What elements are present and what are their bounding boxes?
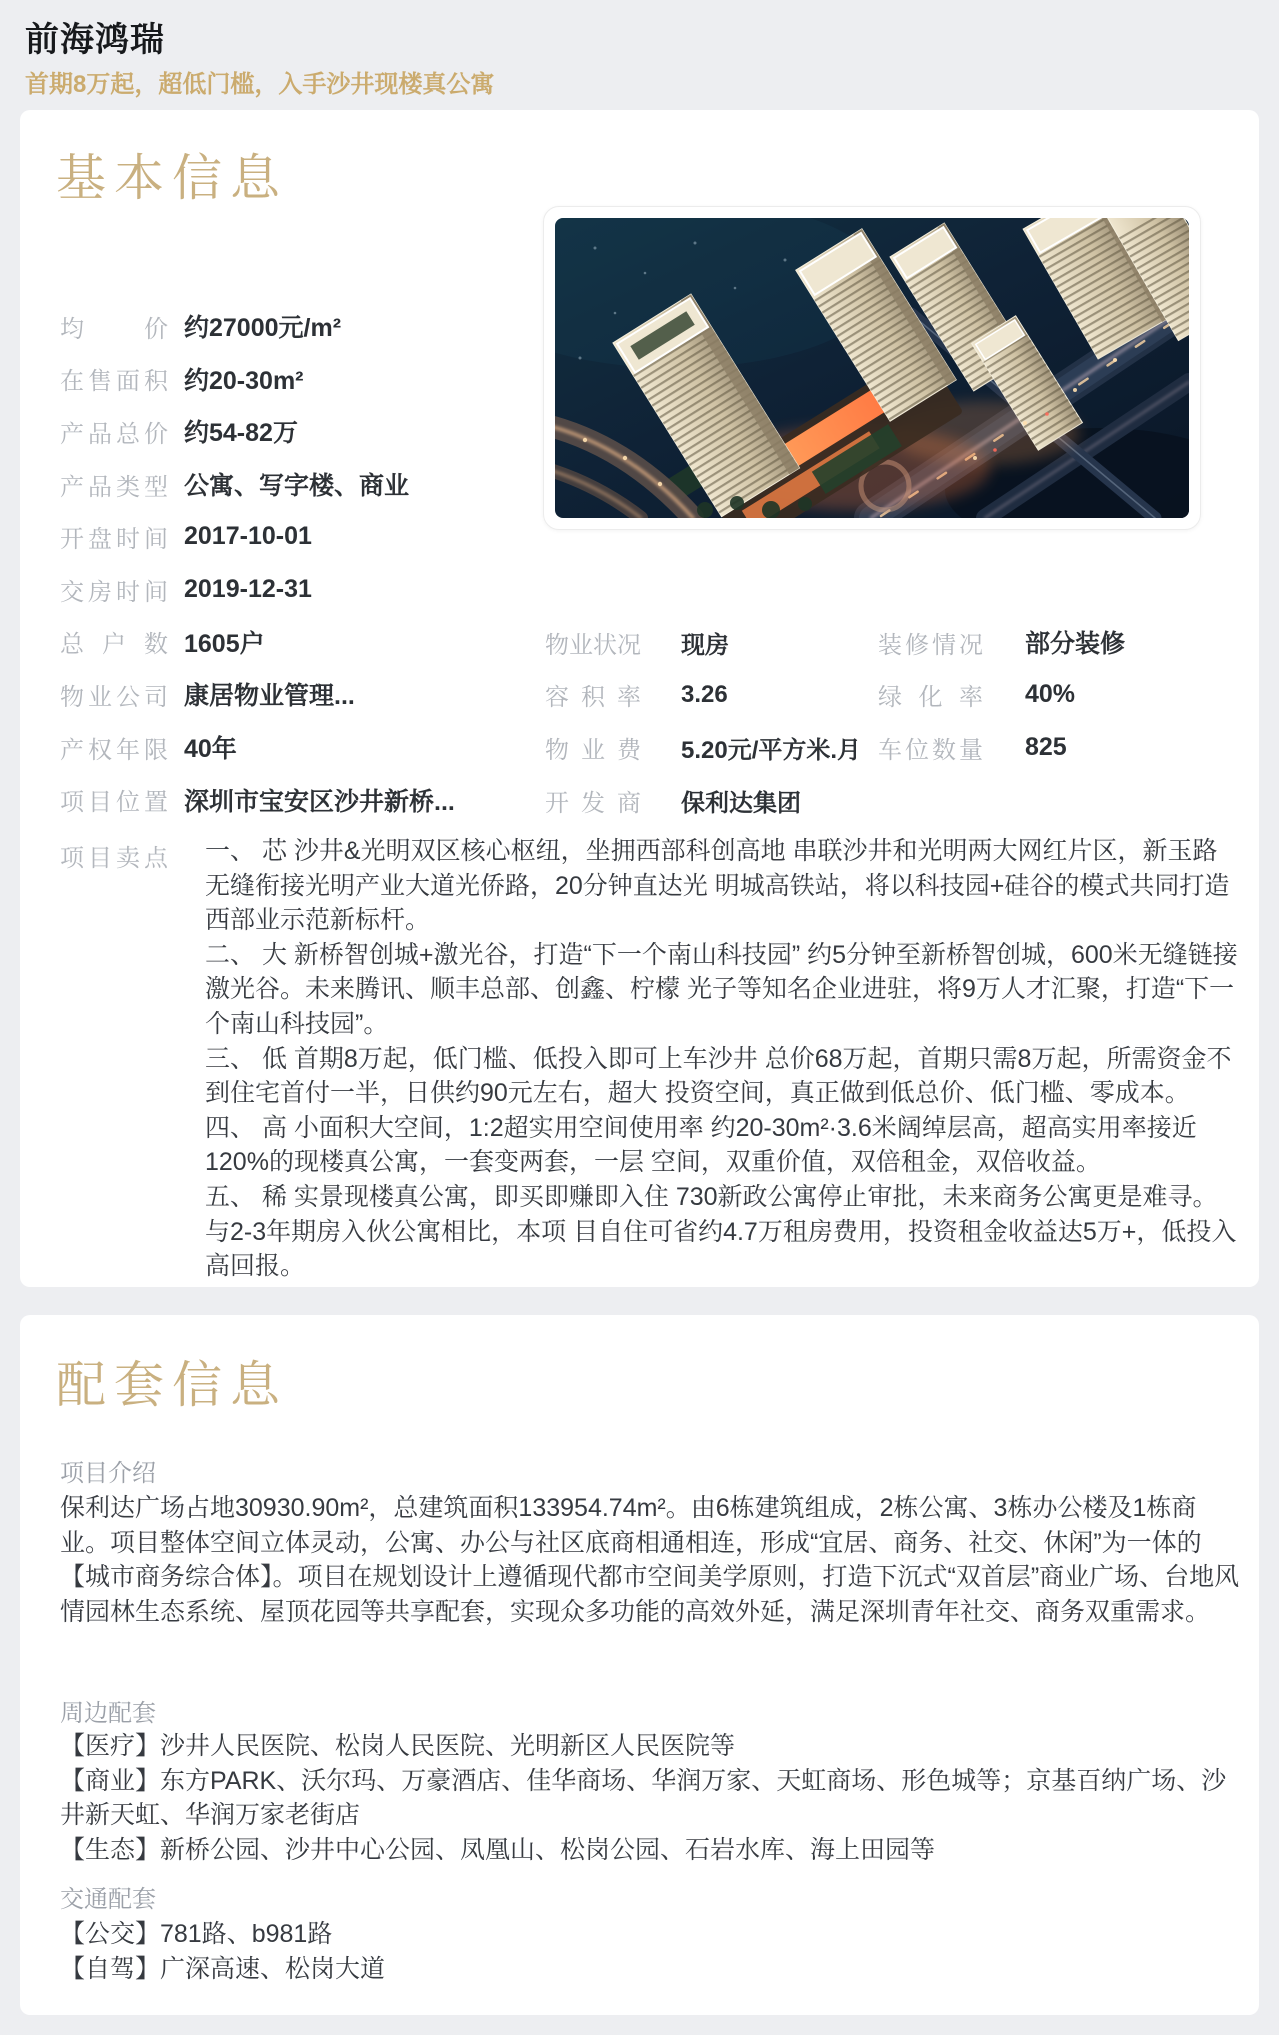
section-body-transport xyxy=(60,1917,1246,1986)
selling-points-row xyxy=(60,834,1239,1284)
nearby-item: 【生态】新桥公园、沙井中心公园、凤凰山、松岗公园、石岩水库、海上田园等 xyxy=(60,1835,936,1864)
section-label-transport: 交通配套 xyxy=(60,1886,156,1913)
info-row xyxy=(60,510,540,563)
info-row xyxy=(878,721,1208,774)
info-row xyxy=(60,353,540,406)
info-row xyxy=(60,458,540,511)
nearby-item: 【医疗】沙井人民医院、松岗人民医院、光明新区人民医院等 xyxy=(60,1732,736,1760)
basic-info-right-column xyxy=(878,616,1208,774)
info-row-value: 保利达集团 xyxy=(681,789,801,817)
selling-point-item: 三、 低 首期8万起，低门槛、低投入即可上车沙井 总价68万起，首期只需8万起，所需资金不到住宅首付一半，日供约90元左右，超大 投资空间，真正做到低总价、低门槛、零成本。 xyxy=(205,1044,1232,1108)
info-row xyxy=(545,721,880,774)
info-row xyxy=(545,774,880,827)
info-row-label: 物业状况 xyxy=(545,631,641,659)
info-row-value: 深圳市宝安区沙井新桥... xyxy=(184,787,455,816)
info-row-value: 825 xyxy=(1025,732,1067,761)
basic-info-heading: 基本信息 xyxy=(56,150,288,206)
info-row xyxy=(60,563,540,616)
info-row xyxy=(60,300,540,353)
selling-point-item: 五、 稀 实景现楼真公寓，即买即赚即入住 730新政公寓停止审批，未来商务公寓更是难寻。与2-3年期房入伙公寓相比，本项 目自住可省约4.7万租房费用，投资租金收益达5万+，低投入高回报。 xyxy=(205,1182,1237,1281)
basic-info-mid-column xyxy=(545,616,880,826)
info-row xyxy=(60,721,540,774)
info-row-label: 交房时间 xyxy=(60,578,168,606)
info-row-label: 在售面积 xyxy=(60,368,168,396)
info-row-value: 约20-30m² xyxy=(184,366,304,395)
info-row-value: 康居物业管理... xyxy=(184,682,355,711)
info-row-label: 产权年限 xyxy=(60,736,168,764)
aerial-render-graphic xyxy=(555,218,1189,518)
info-row-value: 现房 xyxy=(681,631,729,659)
info-row-value: 公寓、写字楼、商业 xyxy=(184,472,410,501)
info-row-label: 绿化率 xyxy=(878,684,983,712)
info-row-value: 1605户 xyxy=(184,629,265,658)
basic-info-card xyxy=(20,110,1259,1287)
nearby-item: 【商业】东方PARK、沃尔玛、万豪酒店、佳华商场、华润万家、天虹商场、形色城等；京基百纳广场、沙井新天虹、华润万家老街店 xyxy=(60,1766,1227,1830)
transport-item: 【公交】781路、b981路 xyxy=(60,1920,333,1948)
selling-point-item: 二、 大 新桥智创城+激光谷，打造“下一个南山科技园” 约5分钟至新桥智创城，600米无缝链接激光谷。未来腾讯、顺丰总部、创鑫、柠檬 光子等知名企业进驻，将9万人才汇聚，打造“下一个南山科技园”。 xyxy=(205,940,1238,1038)
info-row-label: 总户数 xyxy=(60,631,168,659)
property-photo[interactable] xyxy=(543,206,1201,530)
info-row-value: 约27000元/m² xyxy=(184,314,342,343)
info-row xyxy=(60,668,540,721)
info-row-label: 物业费 xyxy=(545,736,641,764)
info-row xyxy=(878,669,1208,722)
section-body-nearby xyxy=(60,1729,1246,1867)
info-row-label: 开盘时间 xyxy=(60,526,168,554)
info-row-label: 产品总价 xyxy=(60,420,168,448)
section-label-nearby: 周边配套 xyxy=(60,1700,156,1727)
info-row-label: 产品类型 xyxy=(60,473,168,501)
info-row-value: 3.26 xyxy=(681,680,728,708)
info-row xyxy=(545,616,880,669)
selling-point-item: 四、 高 小面积大空间，1:2超实用空间使用率 约20-30m²·3.6米阔绰层高，超高实用率接近120%的现楼真公寓，一套变两套，一层 空间，双重价值，双倍租金，双倍收益。 xyxy=(205,1113,1197,1177)
info-row xyxy=(60,773,540,826)
selling-points-label: 项目卖点 xyxy=(60,845,168,872)
info-row-label: 均价 xyxy=(60,315,168,343)
info-row-value: 40年 xyxy=(184,735,237,764)
info-row xyxy=(878,616,1208,669)
transport-item: 【自驾】广深高速、松岗大道 xyxy=(60,1954,386,1983)
info-row-value: 40% xyxy=(1025,680,1076,709)
info-row xyxy=(545,669,880,722)
info-row xyxy=(60,616,540,669)
selling-points-text xyxy=(205,834,1239,1284)
intro-paragraph: 保利达广场占地30930.90m²，总建筑面积133954.74m²。由6栋建筑组成，2栋公寓、3栋办公楼及1栋商业。项目整体空间立体灵动，公寓、办公与社区底商相通相连，形成“宜居、商务、社交、休闲”为一体的【城市商务综合体】。项目在规划设计上遵循现代都市空间美学原则，打造下沉式“双首层”商业广场、台地风情园林生态系统、屋顶花园等共享配套，实现众多功能的高效外延，满足深圳青年社交、商务双重需求。 xyxy=(60,1494,1240,1626)
page-subtitle: 首期8万起，超低门槛，入手沙井现楼真公寓 xyxy=(25,71,495,98)
info-row-label: 车位数量 xyxy=(878,736,983,764)
info-row xyxy=(60,405,540,458)
info-row-label: 项目位置 xyxy=(60,789,168,817)
info-row-value: 2017-10-01 xyxy=(184,522,312,551)
support-info-heading: 配套信息 xyxy=(56,1357,288,1413)
info-row-label: 开发商 xyxy=(545,789,641,817)
info-row-value: 2019-12-31 xyxy=(184,574,312,603)
info-row-value: 约54-82万 xyxy=(184,419,298,448)
selling-point-item: 一、 芯 沙井&光明双区核心枢纽，坐拥西部科创高地 串联沙井和光明两大网红片区，新玉路无缝衔接光明产业大道光侨路，20分钟直达光 明城高铁站，将以科技园+硅谷的模式共同打造西部业示范新标杆。 xyxy=(205,837,1230,935)
page-title: 前海鸿瑞 xyxy=(25,21,165,59)
info-row-value: 部分装修 xyxy=(1025,630,1126,659)
section-label-intro: 项目介绍 xyxy=(60,1460,156,1487)
basic-info-left-column xyxy=(60,300,540,826)
support-info-card xyxy=(20,1315,1259,2015)
info-row-value: 5.20元/平方米.月 xyxy=(681,736,862,764)
info-row-label: 物业公司 xyxy=(60,683,168,711)
info-row-label: 装修情况 xyxy=(878,631,983,659)
section-body-intro xyxy=(60,1491,1246,1629)
info-row-label: 容积率 xyxy=(545,684,641,712)
